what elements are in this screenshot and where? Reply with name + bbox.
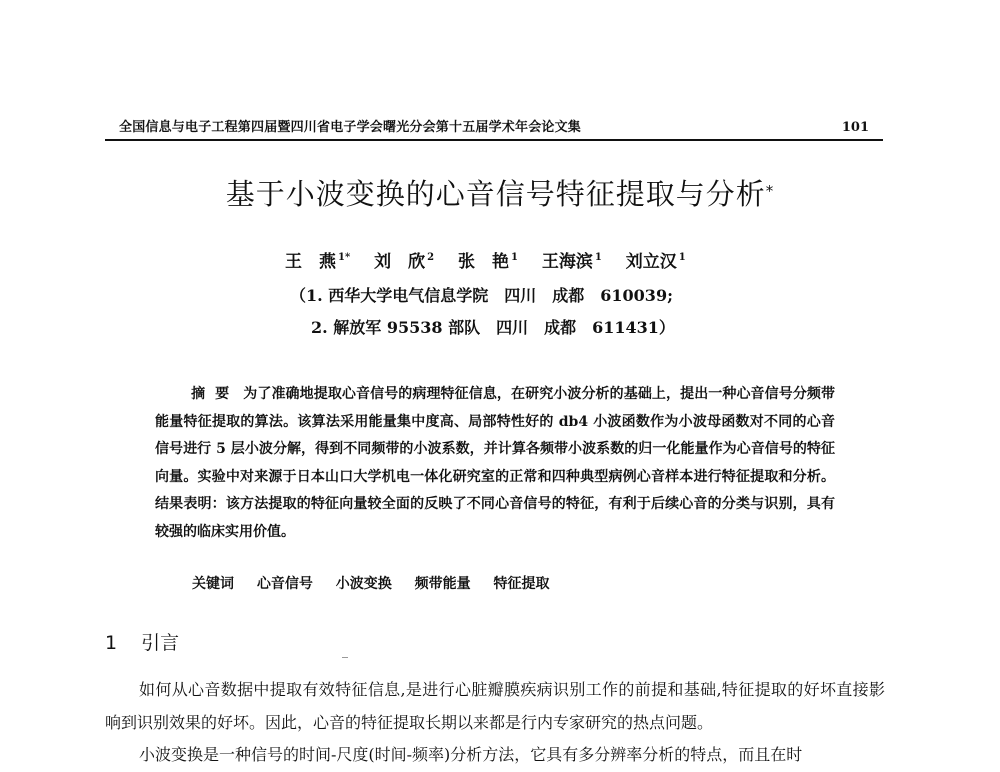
abstract-label: 摘要 xyxy=(191,386,240,402)
title-footnote-mark: * xyxy=(765,182,775,200)
author xyxy=(285,250,350,274)
keywords-label: 关键词 xyxy=(192,576,234,592)
affiliation-line: （1. 西华大学电气信息学院 四川 成都 610039; xyxy=(290,286,673,305)
author-name: 刘立汉 xyxy=(625,252,677,272)
paper-title xyxy=(0,174,1000,214)
section-heading xyxy=(105,630,179,656)
abstract-text: 为了准确地提取心音信号的病理特征信息，在研究小波分析的基础上，提出一种心音信号分频带能量特征提取的算法。该算法采用能量集中度高、局部特性好的 db4 小波函数作为小波母函数对不同的心音信号进行 5 层小波分解，得到不同频带的小波系数，并计算各频带小波系数的归一化能量作为心音信号的特征向量。实验中对来源于日本山口大学机电一体化研究室的正常和四种典型病例心音样本进行特征提取和分析。结果表明：该方法提取的特征向量较全面的反映了不同心音信号的特征，有利于后续心音的分类与识别，具有较强的临床实用价值。 xyxy=(155,386,836,540)
affiliation-line: 2. 解放军 95538 部队 四川 成都 611431） xyxy=(311,318,675,337)
journal-title: 全国信息与电子工程第四届暨四川省电子学会曙光分会第十五届学术年会论文集 xyxy=(119,120,582,135)
author xyxy=(458,250,518,274)
author-affil-mark: 1 xyxy=(511,252,518,263)
body-text xyxy=(105,674,885,772)
keywords xyxy=(192,572,568,596)
paper-title-text: 基于小波变换的心音信号特征提取与分析 xyxy=(225,177,766,211)
author-name: 刘 欣 xyxy=(374,252,426,272)
running-head xyxy=(113,115,883,139)
author-name: 张 艳 xyxy=(458,252,509,272)
author xyxy=(542,250,602,274)
section-number: 1 xyxy=(105,632,118,654)
scan-speck xyxy=(342,657,348,658)
abstract-paragraph xyxy=(155,381,835,547)
author-name: 王海滨 xyxy=(541,252,593,272)
author-affil-mark: 1 xyxy=(594,252,602,263)
body-paragraph: 如何从心音数据中提取有效特征信息,是进行心脏瓣膜疾病识别工作的前提和基础,特征提取的好坏直接影响到识别效果的好坏。因此，心音的特征提取长期以来都是行内专家研究的热点问题。 xyxy=(105,680,885,732)
author xyxy=(374,250,434,274)
author-name: 王 燕 xyxy=(285,252,336,272)
abstract xyxy=(155,381,835,547)
keyword: 频带能量 xyxy=(414,576,471,592)
author-affil-mark: 2 xyxy=(427,252,435,263)
section-title: 引言 xyxy=(141,632,180,654)
keyword: 心音信号 xyxy=(256,576,313,592)
keyword: 小波变换 xyxy=(335,576,392,592)
page-number: 101 xyxy=(841,120,869,135)
body-paragraph: 小波变换是一种信号的时间-尺度(时间-频率)分析方法，它具有多分辨率分析的特点，而且在时 xyxy=(139,745,803,764)
keyword: 特征提取 xyxy=(493,576,550,592)
header-rule xyxy=(105,139,883,141)
author xyxy=(626,250,686,274)
author-affil-mark: 1 xyxy=(678,252,686,263)
author-affil-mark: 1* xyxy=(338,252,351,263)
author-list xyxy=(285,250,704,274)
